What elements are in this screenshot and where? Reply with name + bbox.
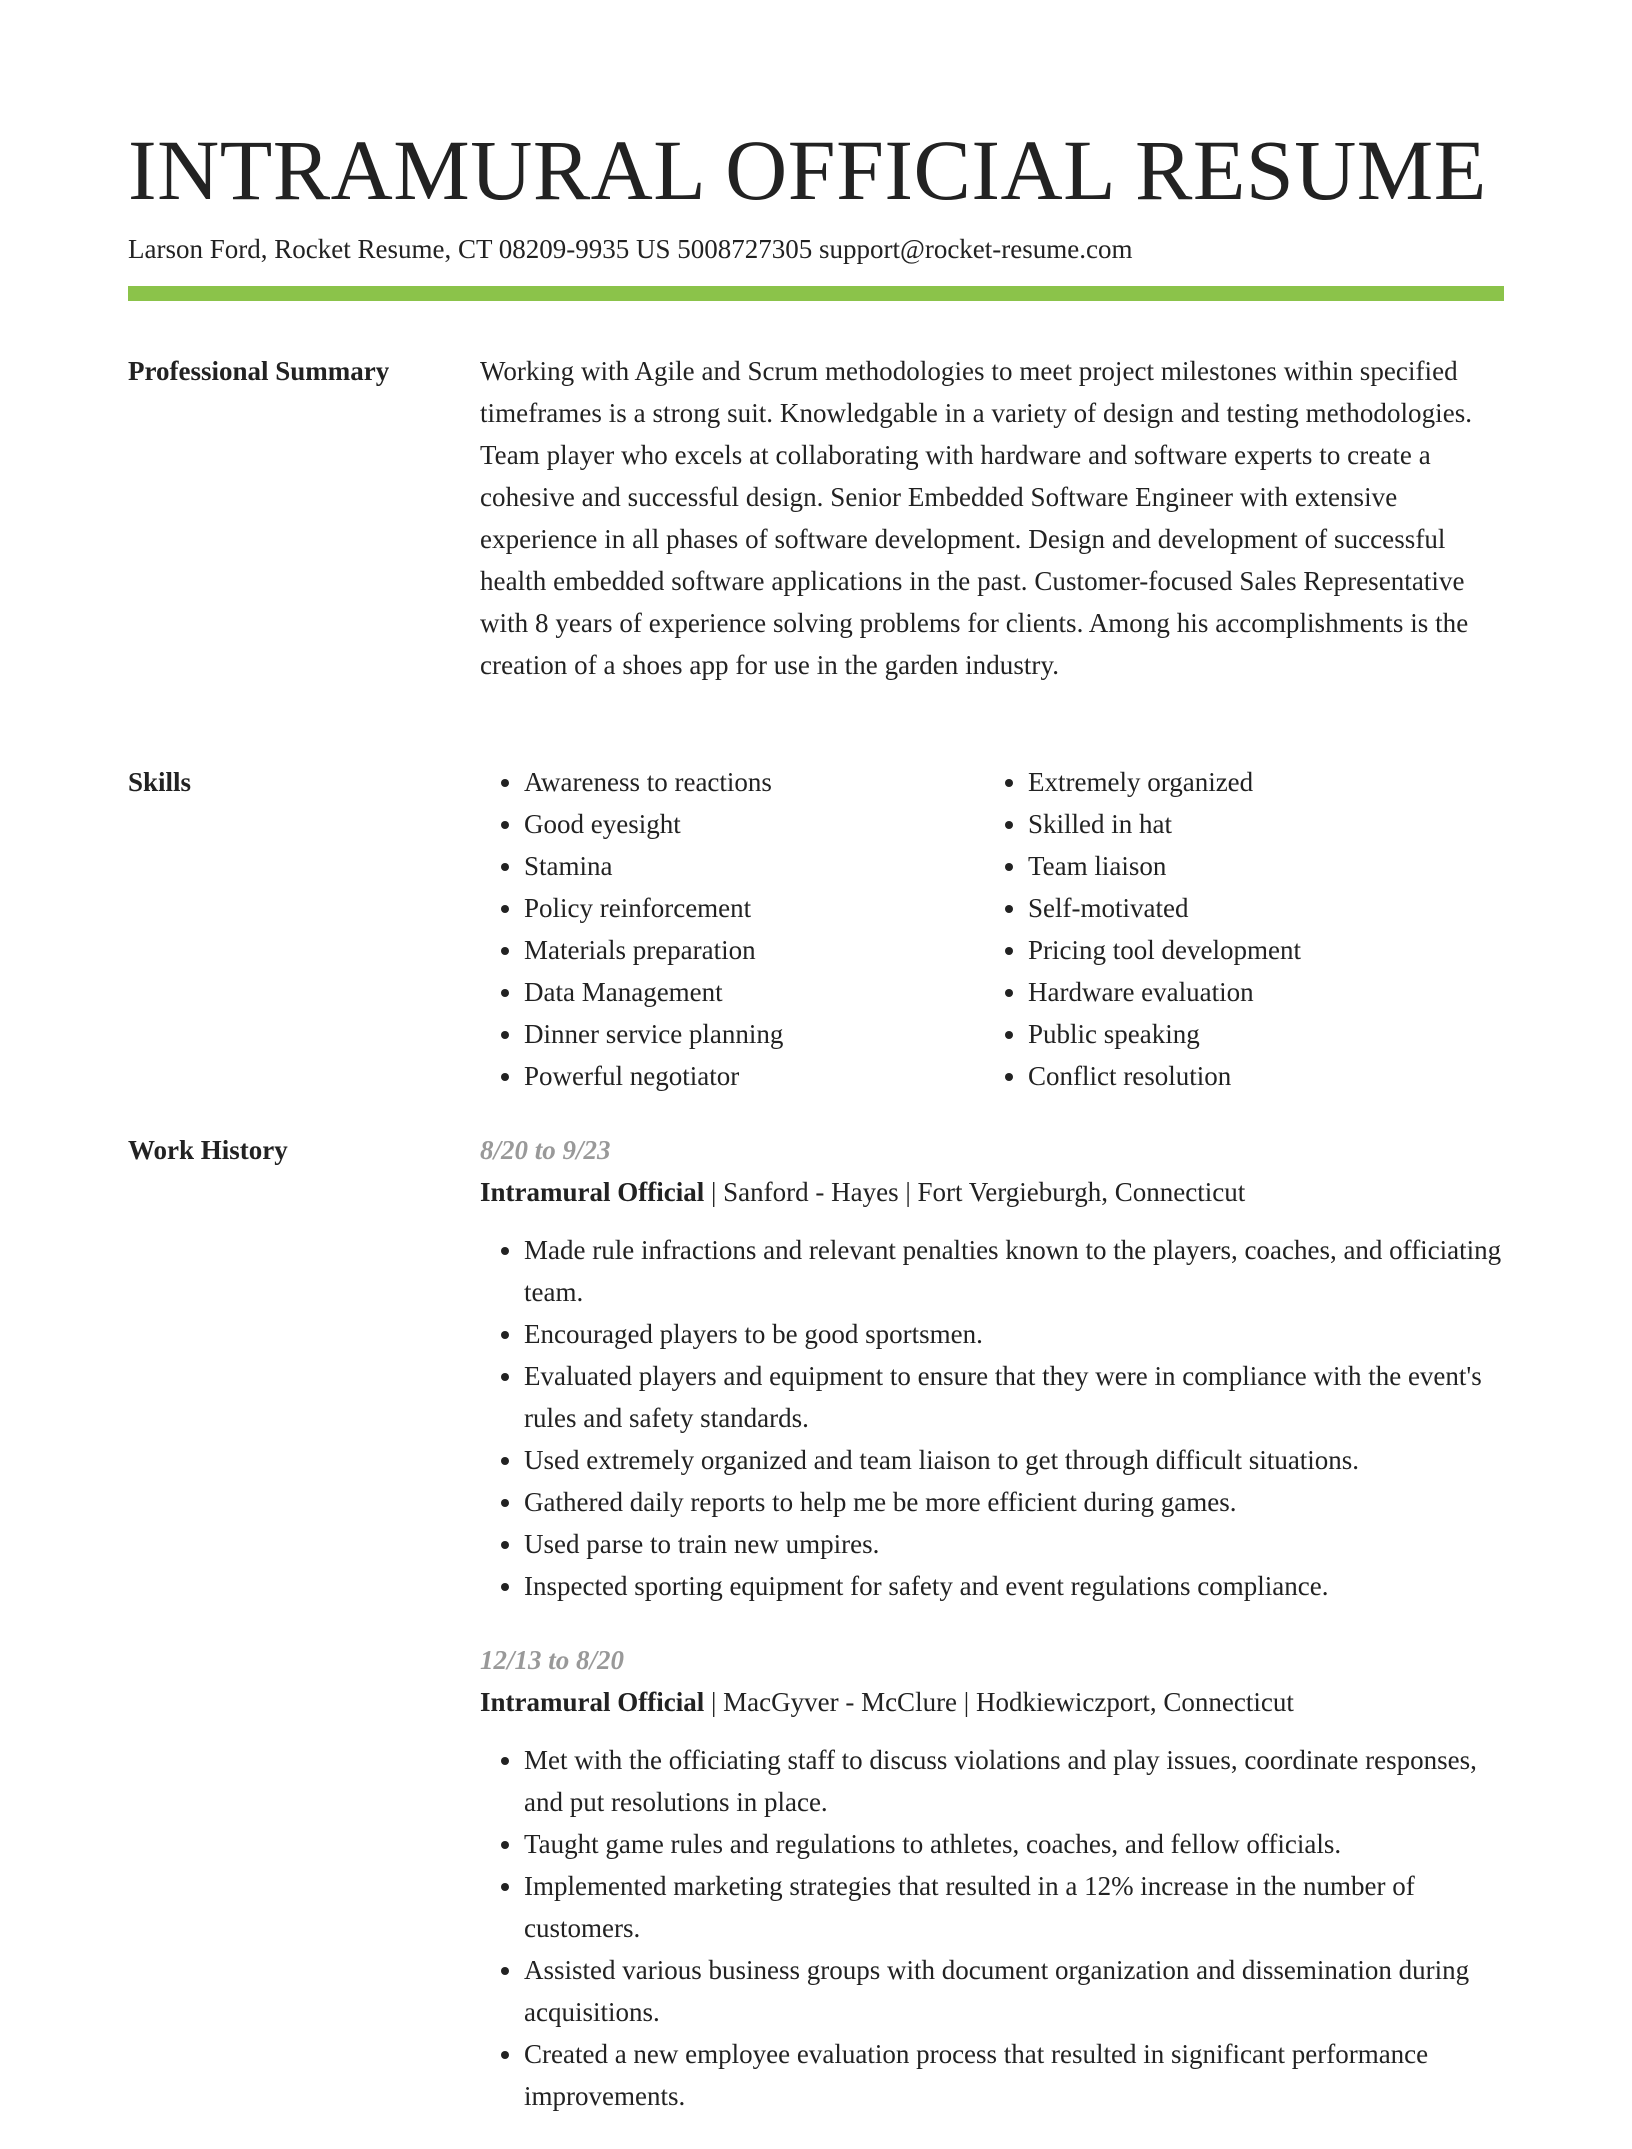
job-duty-item: • Encouraged players to be good sportsmen. [524,1313,1504,1355]
job-title: Intramural Official [480,1687,705,1717]
skill-item: • Powerful negotiator [524,1055,984,1097]
skill-item: • Policy reinforcement [524,887,984,929]
job-duty-item: • Evaluated players and equipment to ensure that they were in compliance with the event's rules and safety standards. [524,1355,1504,1439]
skill-item: • Extremely organized [1028,761,1488,803]
skill-item: • Team liaison [1028,845,1488,887]
job-duties-list [480,1229,1504,1607]
skill-item: • Hardware evaluation [1028,971,1488,1013]
job-duty-item: • Gathered daily reports to help me be more efficient during games. [524,1481,1504,1523]
job-duty-item: • Made rule infractions and relevant penalties known to the players, coaches, and officiating team. [524,1229,1504,1313]
skills-body [480,761,1504,1097]
skill-item: • Pricing tool development [1028,929,1488,971]
skill-item: • Data Management [524,971,984,1013]
job-duty-item: • Used extremely organized and team liaison to get through difficult situations. [524,1439,1504,1481]
resume-title: INTRAMURAL OFFICIAL RESUME [128,122,1487,218]
job-duty-item: • Inspected sporting equipment for safety and event regulations compliance. [524,1565,1504,1607]
skill-item: • Self-motivated [1028,887,1488,929]
summary-label: Professional Summary [128,356,390,386]
work-history-label: Work History [128,1135,288,1165]
skill-item: • Good eyesight [524,803,984,845]
summary-text: Working with Agile and Scrum methodologies to meet project milestones within specified timeframes is a strong suit. Knowledgable in a variety of design and testing methodologies. Team player who excels at collaborating with hardware and software experts to create a cohesive and successful design. Senior Embedded Software Engineer with extensive experience in all phases of software development. Design and development of successful health embedded software applications in the past. Customer-focused Sales Representative with 8 years of experience solving problems for clients. Among his accomplishments is the creation of a shoes app for use in the garden industry. [480,356,1473,680]
skill-item: • Public speaking [1028,1013,1488,1055]
job-duty-item: • Implemented marketing strategies that resulted in a 12% increase in the number of customers. [524,1865,1504,1949]
job-entry [480,1639,1504,2117]
summary-body [480,350,1504,686]
job-duty-item: • Taught game rules and regulations to athletes, coaches, and fellow officials. [524,1823,1504,1865]
job-duty-item: • Created a new employee evaluation process that resulted in significant performance improvements. [524,2033,1504,2117]
skills-list-left [480,761,984,1097]
job-heading [480,1681,1504,1723]
skills-label: Skills [128,767,192,797]
skills-list-right [984,761,1488,1097]
job-heading [480,1171,1504,1213]
skill-item: • Dinner service planning [524,1013,984,1055]
skill-item: • Conflict resolution [1028,1055,1488,1097]
header-divider [128,286,1504,301]
job-employer-location: | Sanford - Hayes | Fort Vergieburgh, Connecticut [704,1177,1246,1207]
skill-item: • Stamina [524,845,984,887]
skill-item: • Skilled in hat [1028,803,1488,845]
work-history-body [480,1129,1504,2149]
job-duty-item: • Met with the officiating staff to discuss violations and play issues, coordinate responses, and put resolutions in place. [524,1739,1504,1823]
contact-line: Larson Ford, Rocket Resume, CT 08209-9935 US 5008727305 support@rocket-resume.com [128,234,1133,264]
skill-item: • Materials preparation [524,929,984,971]
job-dates: 12/13 to 8/20 [480,1645,625,1675]
job-duty-item: • Assisted various business groups with document organization and dissemination during acquisitions. [524,1949,1504,2033]
job-employer-location: | MacGyver - McClure | Hodkiewiczport, Connecticut [704,1687,1294,1717]
job-title: Intramural Official [480,1177,705,1207]
job-dates: 8/20 to 9/23 [480,1135,611,1165]
job-duties-list [480,1739,1504,2117]
skill-item: • Awareness to reactions [524,761,984,803]
job-entry [480,1129,1504,1607]
job-duty-item: • Used parse to train new umpires. [524,1523,1504,1565]
